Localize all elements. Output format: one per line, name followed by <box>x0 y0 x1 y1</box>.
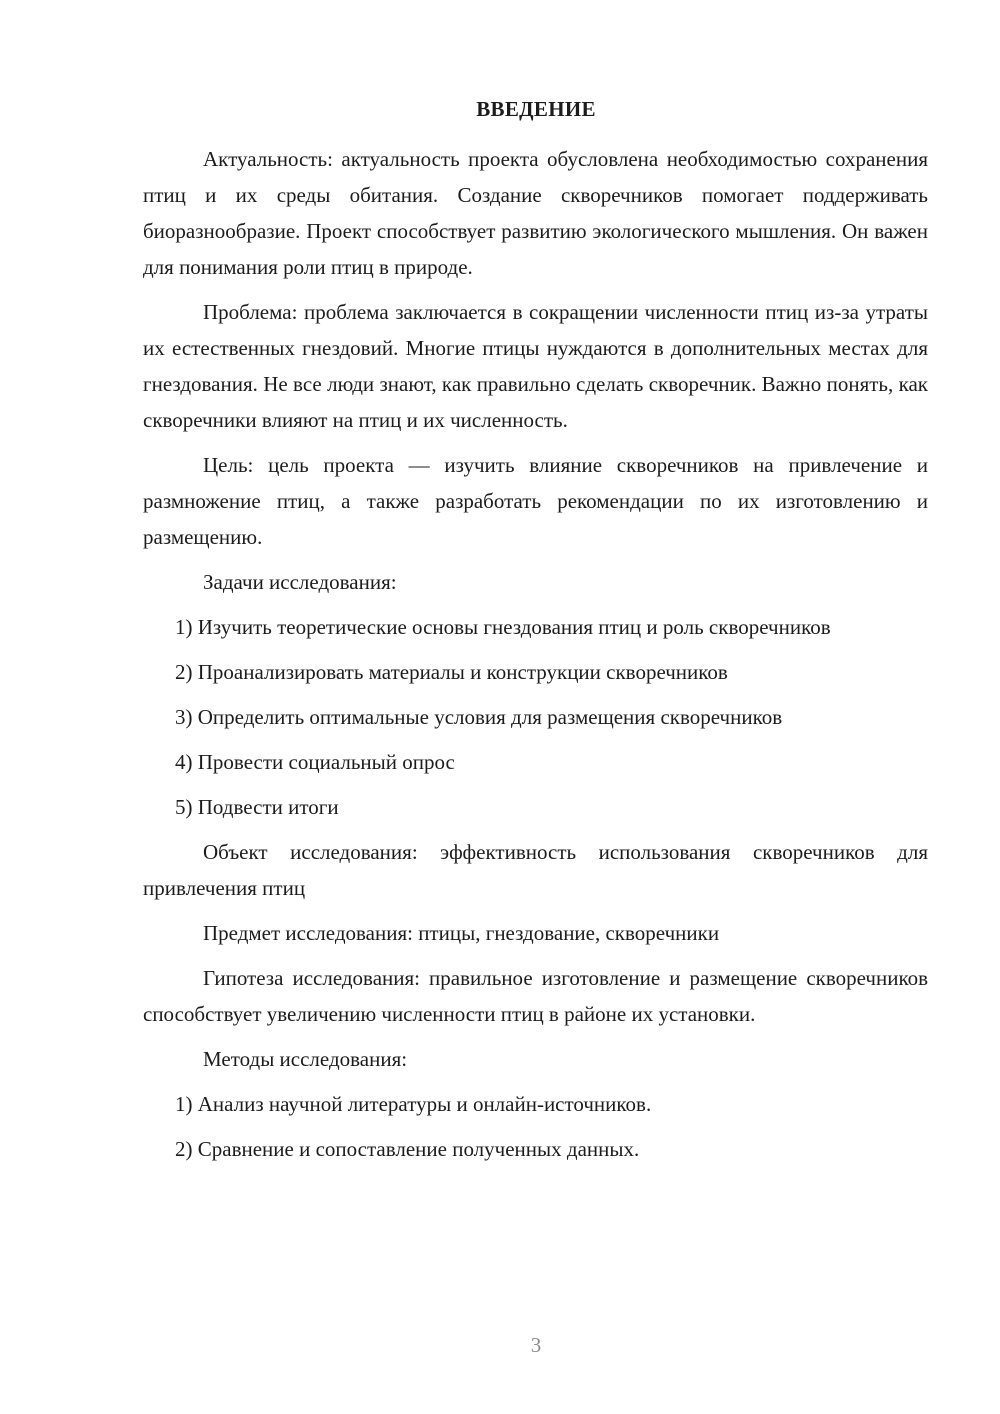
method-item-2: 2) Сравнение и сопоставление полученных данных. <box>175 1137 640 1161</box>
task-item-5: 5) Подвести итоги <box>175 795 339 819</box>
task-item-1: 1) Изучить теоретические основы гнездования птиц и роль скворечников <box>175 615 831 639</box>
document-title: ВВЕДЕНИЕ <box>476 97 596 121</box>
task-item-3: 3) Определить оптимальные условия для размещения скворечников <box>175 705 783 729</box>
goal-paragraph: Цель: цель проекта — изучить влияние скворечников на привлечение и размножение птиц, а также разработать рекомендации по их изготовлению и размещению. <box>143 453 928 549</box>
tasks-heading: Задачи исследования: <box>203 570 397 594</box>
page-number: 3 <box>530 1333 542 1357</box>
document-body <box>143 141 928 1176</box>
task-item-2: 2) Проанализировать материалы и конструкции скворечников <box>175 660 728 684</box>
hypothesis-paragraph: Гипотеза исследования: правильное изготовление и размещение скворечников способствует увеличению численности птиц в районе их установки. <box>143 966 928 1026</box>
object-paragraph: Объект исследования: эффективность использования скворечников для привлечения птиц <box>143 840 928 900</box>
method-item-1: 1) Анализ научной литературы и онлайн-источников. <box>175 1092 652 1116</box>
task-item-4: 4) Провести социальный опрос <box>175 750 455 774</box>
problem-paragraph: Проблема: проблема заключается в сокращении численности птиц из-за утраты их естественных гнездовий. Многие птицы нуждаются в дополнительных местах для гнездования. Не все люди знают, как правильно сделать скворечник. Важно понять, как скворечники влияют на птиц и их численность. <box>143 300 928 432</box>
subject-paragraph: Предмет исследования: птицы, гнездование, скворечники <box>203 921 720 945</box>
methods-heading: Методы исследования: <box>203 1047 408 1071</box>
relevance-paragraph: Актуальность: актуальность проекта обусловлена необходимостью сохранения птиц и их среды обитания. Создание скворечников помогает поддерживать биоразнообразие. Проект способствует развитию экологического мышления. Он важен для понимания роли птиц в природе. <box>143 147 928 279</box>
